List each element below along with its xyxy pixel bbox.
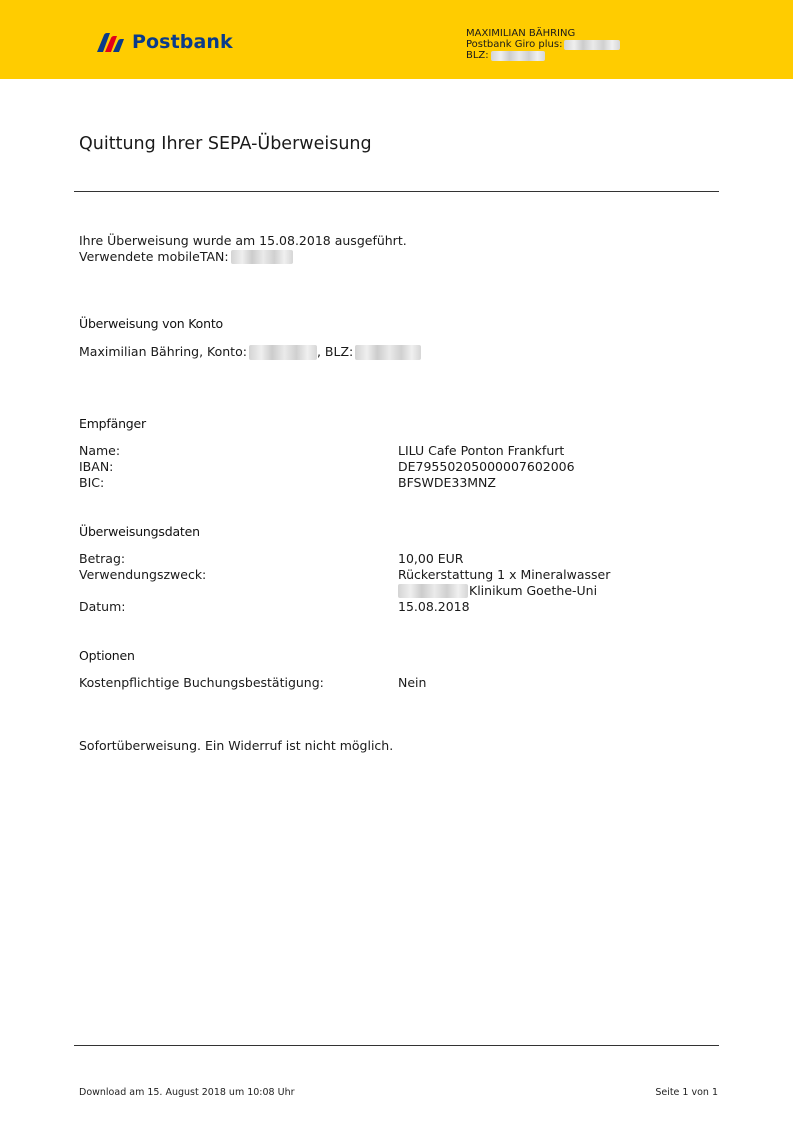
divider-bottom bbox=[74, 1045, 719, 1046]
redacted-mobiletan bbox=[231, 250, 293, 264]
confirmation-value: Nein bbox=[398, 675, 427, 690]
postbank-logo-icon bbox=[96, 32, 126, 52]
options-heading: Optionen bbox=[79, 648, 135, 663]
blz-inline-label: , BLZ: bbox=[316, 344, 354, 359]
mobiletan-label: Verwendete mobileTAN: bbox=[79, 249, 229, 264]
download-timestamp: Download am 15. August 2018 um 10:08 Uhr bbox=[79, 1087, 295, 1098]
header-bar bbox=[0, 0, 793, 79]
page-title: Quittung Ihrer SEPA-Überweisung bbox=[79, 134, 372, 154]
amount-label: Betrag: bbox=[79, 551, 126, 566]
execution-text: Ihre Überweisung wurde am 15.08.2018 ausgeführt. bbox=[79, 233, 407, 248]
account-info bbox=[466, 28, 620, 61]
recipient-iban-label: IBAN: bbox=[79, 459, 114, 474]
account-holder: MAXIMILIAN BÄHRING bbox=[466, 28, 576, 39]
purpose-label: Verwendungszweck: bbox=[79, 567, 207, 582]
purpose-line-2-row bbox=[398, 583, 597, 599]
redacted-from-blz bbox=[355, 345, 421, 360]
redacted-purpose bbox=[398, 584, 468, 598]
account-type-label: Postbank Giro plus: bbox=[466, 39, 563, 50]
recipient-heading: Empfänger bbox=[79, 416, 146, 431]
from-account-row bbox=[79, 344, 421, 360]
instant-transfer-notice: Sofortüberweisung. Ein Widerruf ist nicht möglich. bbox=[79, 738, 394, 753]
divider-top bbox=[74, 191, 719, 192]
transfer-heading: Überweisungsdaten bbox=[79, 524, 200, 539]
mobiletan-row bbox=[79, 249, 293, 265]
confirmation-label: Kostenpflichtige Buchungsbestätigung: bbox=[79, 675, 324, 690]
recipient-bic-value: BFSWDE33MNZ bbox=[398, 475, 496, 490]
recipient-bic-label: BIC: bbox=[79, 475, 105, 490]
recipient-iban-value: DE79550205000007602006 bbox=[398, 459, 575, 474]
blz-label: BLZ: bbox=[466, 50, 489, 61]
postbank-logo bbox=[96, 29, 233, 55]
owner-konto-label: Maximilian Bähring, Konto: bbox=[79, 344, 247, 359]
date-label: Datum: bbox=[79, 599, 126, 614]
redacted-blz bbox=[491, 51, 545, 61]
amount-value: 10,00 EUR bbox=[398, 551, 464, 566]
purpose-line-1: Rückerstattung 1 x Mineralwasser bbox=[398, 567, 611, 582]
redacted-konto bbox=[249, 345, 317, 360]
recipient-name-label: Name: bbox=[79, 443, 121, 458]
purpose-line-2: Klinikum Goethe-Uni bbox=[469, 583, 598, 598]
brand-name: Postbank bbox=[132, 31, 233, 53]
date-value: 15.08.2018 bbox=[398, 599, 470, 614]
recipient-name-value: LILU Cafe Ponton Frankfurt bbox=[398, 443, 565, 458]
page-number: Seite 1 von 1 bbox=[655, 1087, 718, 1098]
from-account-heading: Überweisung von Konto bbox=[79, 316, 223, 331]
redacted-account-number bbox=[564, 40, 620, 50]
